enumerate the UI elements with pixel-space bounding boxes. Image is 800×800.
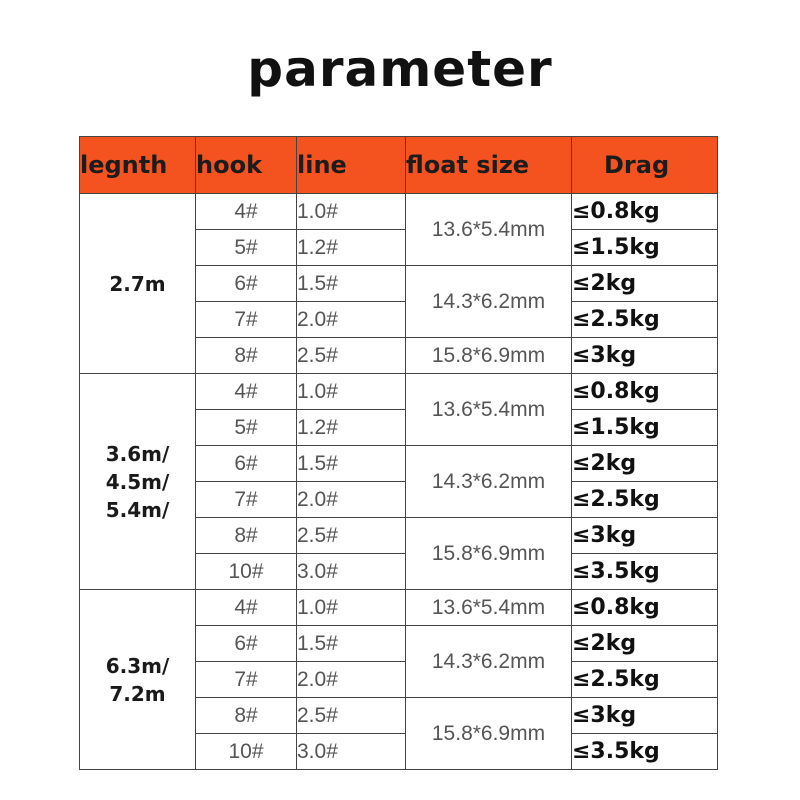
line-cell: 1.0# [297,590,406,626]
float-size-cell: 14.3*6.2mm [406,446,572,518]
hook-cell: 7# [196,302,297,338]
length-cell [80,374,196,590]
hook-cell: 6# [196,626,297,662]
line-cell: 1.5# [297,446,406,482]
length-cell [80,590,196,770]
length-label: 3.6m/ [105,441,170,466]
drag-cell: ≤2.5kg [572,662,718,698]
cropped-top-text [60,0,750,6]
line-cell: 2.0# [297,302,406,338]
drag-cell: ≤2.5kg [572,482,718,518]
hook-cell: 7# [196,662,297,698]
hook-cell: 10# [196,554,297,590]
float-size-cell: 14.3*6.2mm [406,266,572,338]
float-size-cell: 15.8*6.9mm [406,338,572,374]
line-cell: 2.5# [297,698,406,734]
header-drag: Drag [572,137,718,194]
drag-cell: ≤3.5kg [572,734,718,770]
line-cell: 1.2# [297,230,406,266]
parameter-table [79,136,718,770]
drag-cell: ≤3kg [572,518,718,554]
length-cell [80,194,196,374]
line-cell: 2.5# [297,338,406,374]
hook-cell: 4# [196,590,297,626]
header-length: legnth [80,137,196,194]
length-label: 4.5m/ [105,469,170,494]
hook-cell: 8# [196,338,297,374]
line-cell: 1.0# [297,194,406,230]
hook-cell: 6# [196,266,297,302]
line-cell: 1.2# [297,410,406,446]
line-cell: 1.0# [297,374,406,410]
hook-cell: 8# [196,518,297,554]
float-size-cell: 15.8*6.9mm [406,698,572,770]
header-hook: hook [196,137,297,194]
drag-cell: ≤0.8kg [572,374,718,410]
line-cell: 3.0# [297,554,406,590]
table-row [80,194,718,230]
line-cell: 1.5# [297,266,406,302]
float-size-cell: 13.6*5.4mm [406,374,572,446]
float-size-cell: 13.6*5.4mm [406,590,572,626]
table-row [80,590,718,626]
drag-cell: ≤1.5kg [572,410,718,446]
drag-cell: ≤3kg [572,338,718,374]
drag-cell: ≤3.5kg [572,554,718,590]
hook-cell: 7# [196,482,297,518]
drag-cell: ≤0.8kg [572,590,718,626]
hook-cell: 4# [196,374,297,410]
header-float-size: float size [406,137,572,194]
line-cell: 1.5# [297,626,406,662]
drag-cell: ≤2kg [572,626,718,662]
drag-cell: ≤2.5kg [572,302,718,338]
hook-cell: 4# [196,194,297,230]
line-cell: 3.0# [297,734,406,770]
drag-cell: ≤0.8kg [572,194,718,230]
length-label: 6.3m/ [105,653,170,678]
header-line: line [297,137,406,194]
line-cell: 2.0# [297,662,406,698]
float-size-cell: 13.6*5.4mm [406,194,572,266]
drag-cell: ≤1.5kg [572,230,718,266]
hook-cell: 5# [196,230,297,266]
hook-cell: 6# [196,446,297,482]
drag-cell: ≤2kg [572,446,718,482]
table-row [80,374,718,410]
float-size-cell: 14.3*6.2mm [406,626,572,698]
length-label: 5.4m/ [105,497,170,522]
page-title: parameter [247,40,553,98]
table-header-row [80,137,718,194]
drag-cell: ≤3kg [572,698,718,734]
line-cell: 2.0# [297,482,406,518]
hook-cell: 5# [196,410,297,446]
hook-cell: 10# [196,734,297,770]
hook-cell: 8# [196,698,297,734]
length-label: 2.7m [109,271,166,296]
line-cell: 2.5# [297,518,406,554]
drag-cell: ≤2kg [572,266,718,302]
length-label: 7.2m [109,681,166,706]
float-size-cell: 15.8*6.9mm [406,518,572,590]
